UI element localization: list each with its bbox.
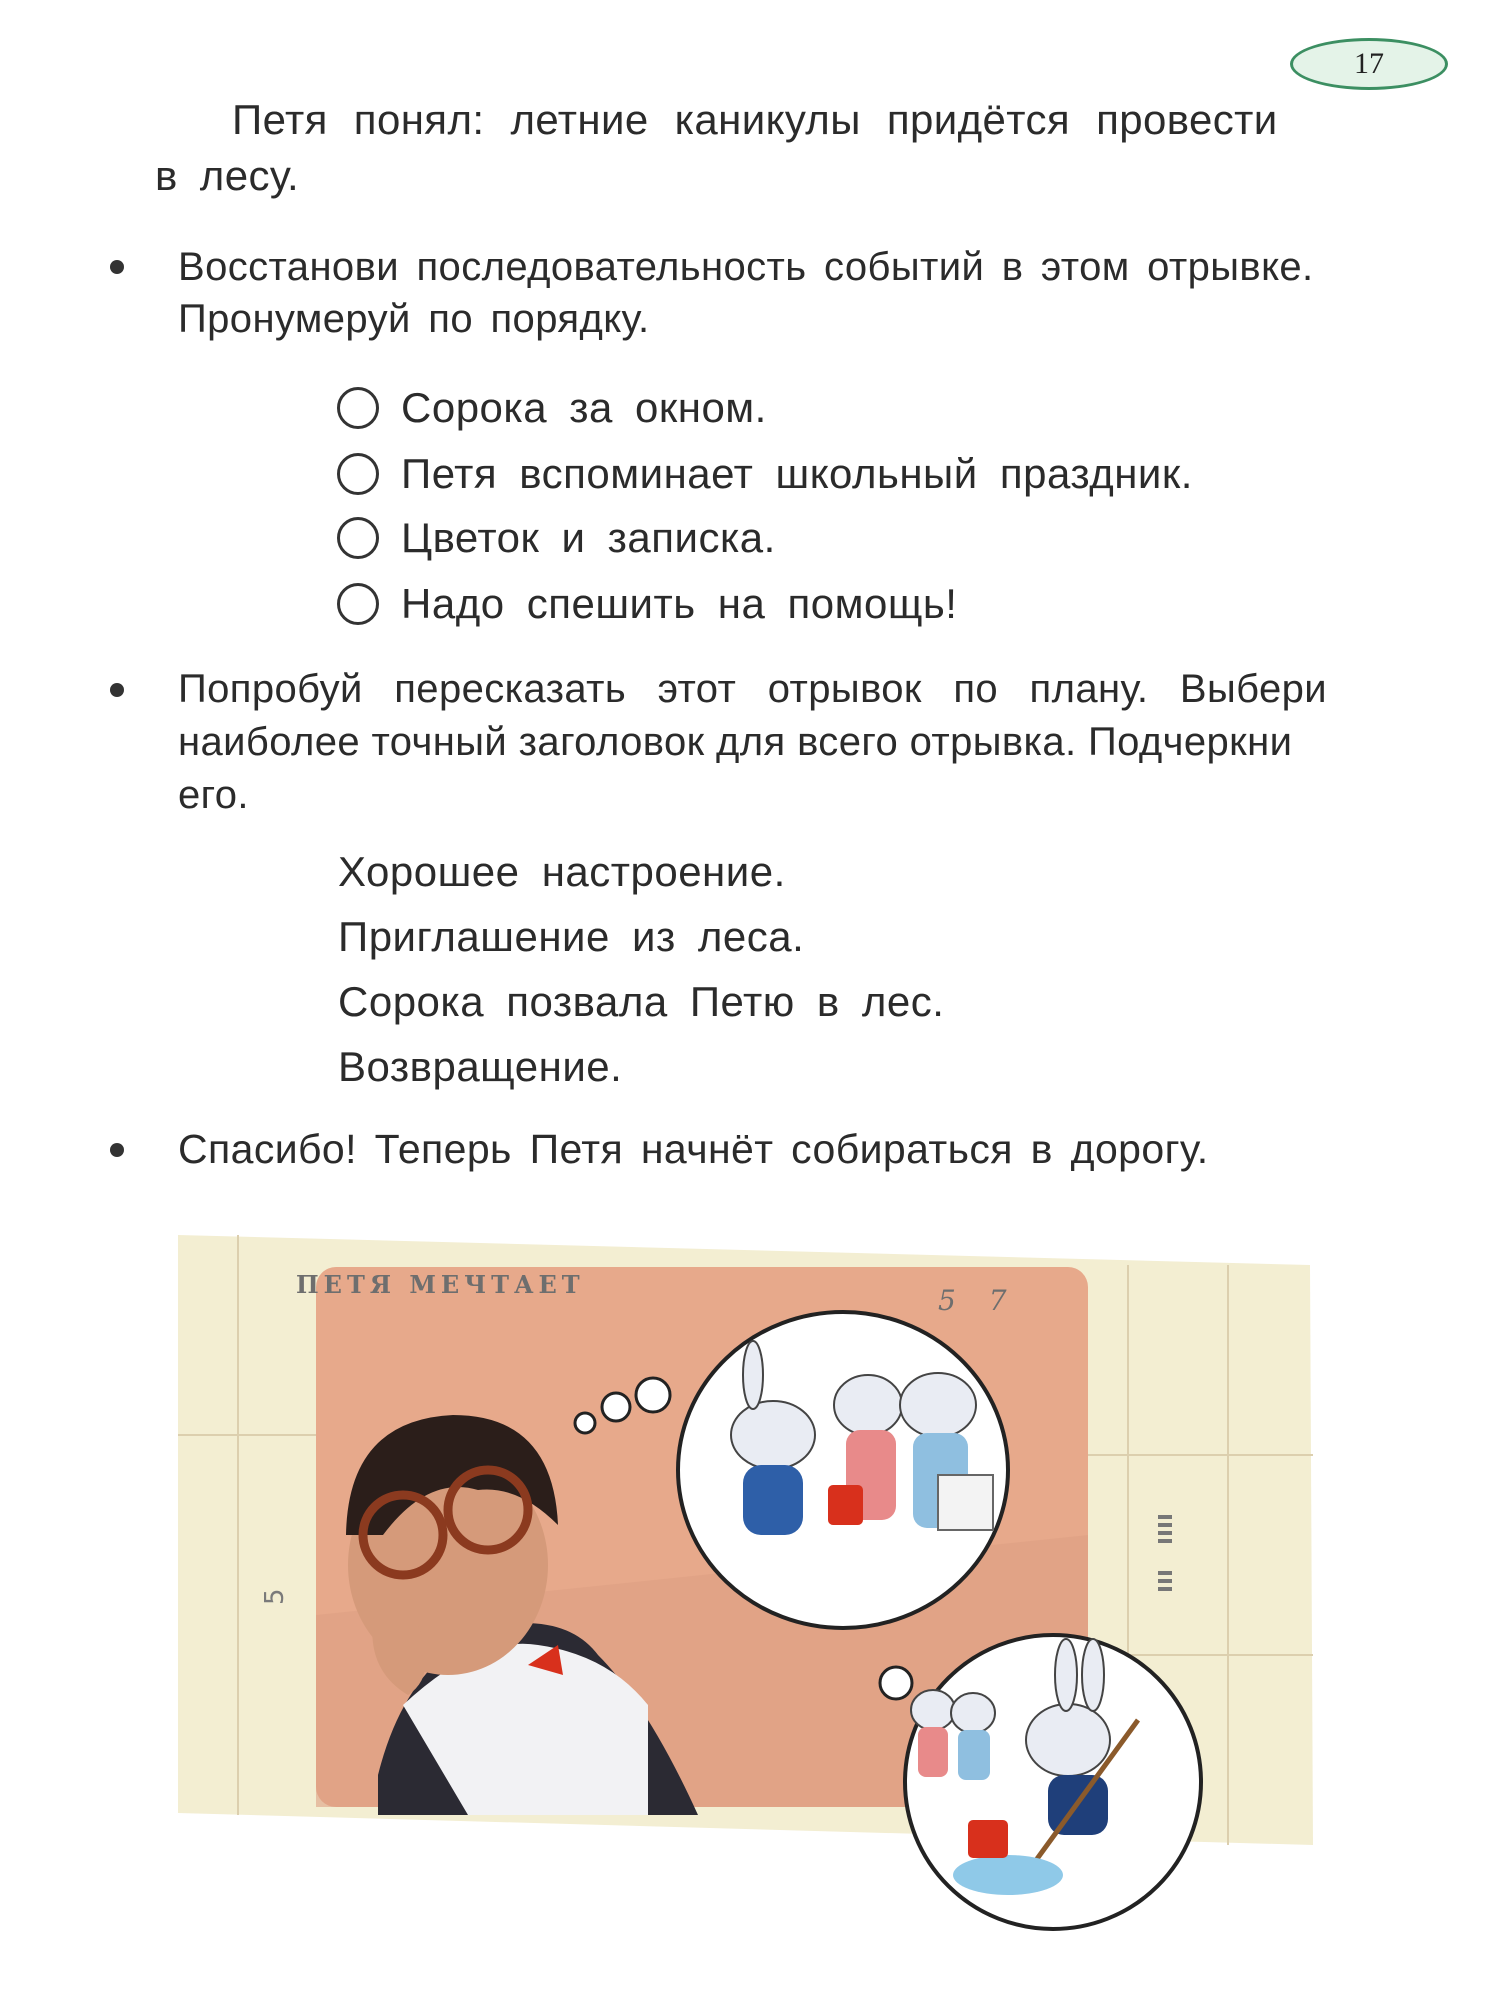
intro-line-1: Петя понял: летние каникулы придётся провести (232, 96, 1278, 143)
banner-title: ПЕТЯ МЕЧТАЕТ (296, 1270, 585, 1299)
number-circle-input[interactable] (337, 583, 379, 625)
sequence-option-label: Цветок и записка. (401, 514, 776, 561)
sequence-option-2 (337, 444, 1193, 504)
task2-line-3: его. (178, 773, 249, 817)
side-digit: 5 (260, 1588, 290, 1605)
banner-digits: 5 7 (938, 1284, 1019, 1317)
title-option-4[interactable]: Возвращение. (338, 1043, 623, 1090)
number-circle-input[interactable] (337, 387, 379, 429)
illustration-svg (178, 1235, 1318, 1935)
sequence-option-4 (337, 574, 957, 634)
task1-line-2: Пронумеруй по порядку. (178, 297, 650, 341)
intro-line-2: в лесу. (155, 152, 300, 199)
sequence-option-1 (337, 378, 767, 438)
task2-line-1: Попробуй пересказать этот отрывок по плану. Выбери (178, 667, 1328, 711)
sequence-option-label: Надо спешить на помощь! (401, 580, 958, 627)
sequence-option-label: Петя вспоминает школьный праздник. (401, 450, 1193, 497)
sequence-option-label: Сорока за окном. (401, 384, 767, 431)
number-circle-input[interactable] (337, 517, 379, 559)
task1-line-1: Восстанови последовательность событий в этом отрывке. (178, 245, 1314, 289)
page-number: 17 (1290, 38, 1448, 90)
title-option-1[interactable]: Хорошее настроение. (338, 848, 786, 895)
bullet-task1 (110, 260, 124, 274)
number-circle-input[interactable] (337, 453, 379, 495)
title-option-3[interactable]: Сорока позвала Петю в лес. (338, 978, 945, 1025)
illustration-petya-dreams (178, 1235, 1318, 1935)
task2-line-2: наиболее точный заголовок для всего отрывка. Подчеркни (178, 720, 1293, 764)
title-option-2[interactable]: Приглашение из леса. (338, 913, 805, 960)
bullet-task2 (110, 683, 124, 697)
task3-text: Спасибо! Теперь Петя начнёт собираться в дорогу. (178, 1126, 1209, 1172)
sequence-option-3 (337, 508, 776, 568)
bullet-task3 (110, 1143, 124, 1157)
